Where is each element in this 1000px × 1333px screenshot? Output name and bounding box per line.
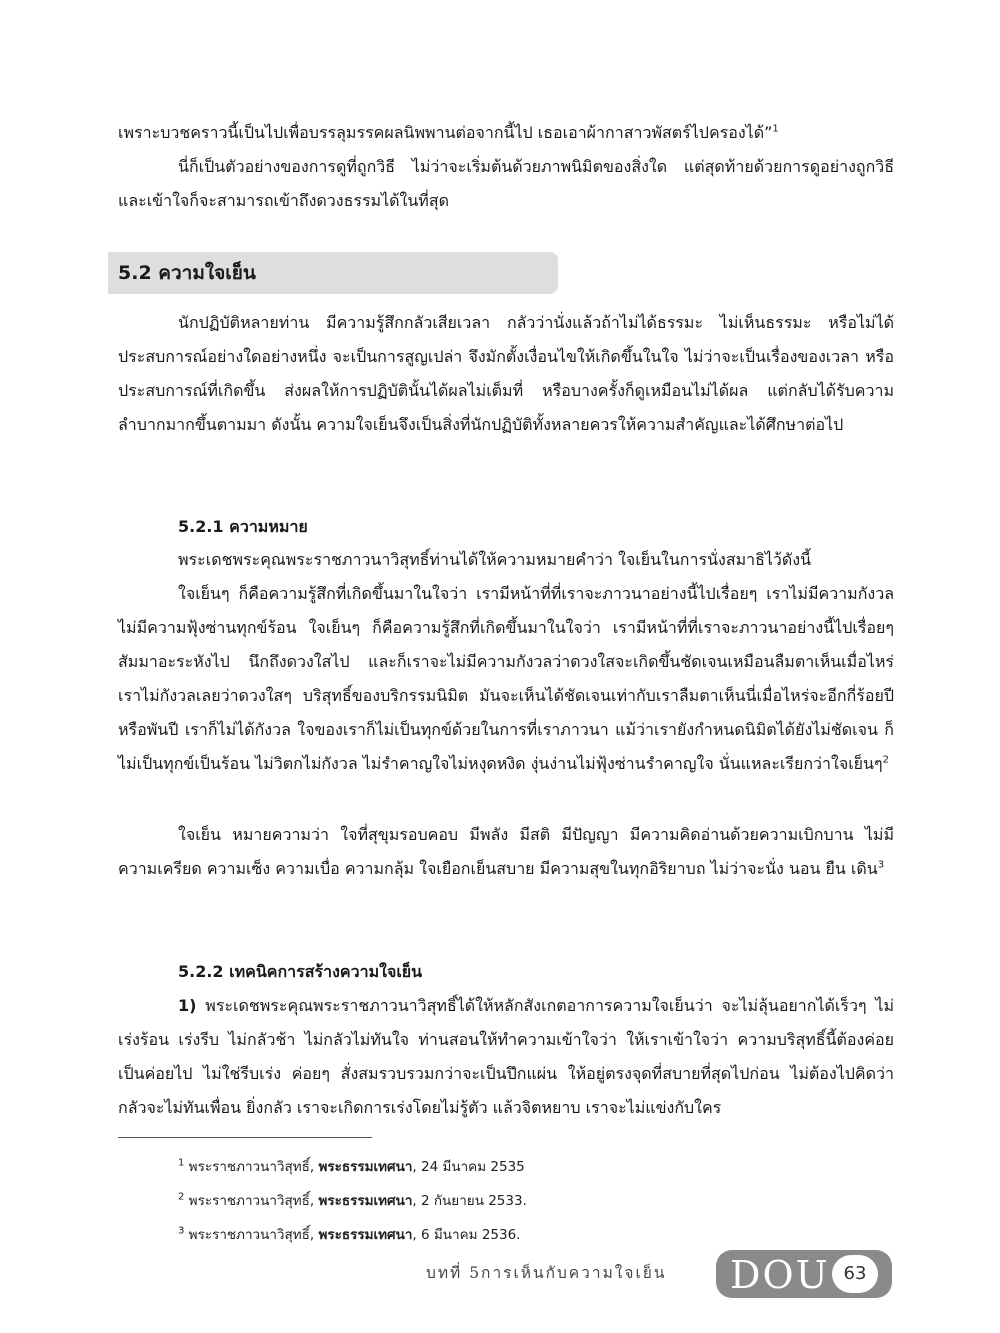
- footnote-3: $^3$ พระราชภาวนาวิสุทธิ์, พระธรรมเทศนา, 6 มีนาคม 2536.: [178, 1225, 521, 1243]
- intro-paragraph: นี่ก็เป็นตัวอย่างของการดูที่ถูกวิธี ไม่ว่าจะเริ่มต้นด้วยภาพนิมิตของสิ่งใด แต่สุดท้ายด้วยการดูอย่างถูกวิธีและเข้าใจก็จะสามารถเข้าถึงดวงธรรมได้ในที่สุด: [118, 157, 894, 210]
- footnote-ref-2: 2: [882, 754, 889, 766]
- section-title: 5.2 ความใจเย็น: [118, 262, 256, 284]
- intro-line: เพราะบวชคราวนี้เป็นไปเพื่อบรรลุมรรคผลนิพพานต่อจากนี้ไป เธอเอาผ้ากาสาวพัสตร์ไปครองได้”$^1$: [118, 123, 779, 142]
- subsection-title-meaning: 5.2.1 ความหมาย: [178, 517, 308, 536]
- subsection-title-technique: 5.2.2 เทคนิคการสร้างความใจเย็น: [178, 962, 423, 981]
- footnote-divider: [118, 1137, 372, 1138]
- meaning-paragraph-1: พระเดชพระคุณพระราชภาวนาวิสุทธิ์ท่านได้ให้ความหมายคำว่า ใจเย็นในการนั่งสมาธิไว้ดังนี้: [178, 550, 812, 569]
- footnote-1: $^1$ พระราชภาวนาวิสุทธิ์, พระธรรมเทศนา, 24 มีนาคม 2535: [178, 1157, 525, 1175]
- page-number: 63: [832, 1255, 878, 1293]
- meaning-paragraph-3: ใจเย็น หมายความว่า ใจที่สุขุมรอบคอบ มีพลัง มีสติ มีปัญญา มีความคิดอ่านด้วยความเบิกบาน ไม่มีความเครียด ความเซ็ง ความเบื่อ ความกลุ้ม ใจเยือกเย็นสบาย มีความสุขในทุกอิริยาบถ ไม่ว่าจะนั่ง นอน ยืน เดิน$^3$: [118, 825, 894, 878]
- section-paragraph: นักปฏิบัติหลายท่าน มีความรู้สึกกลัวเสียเวลา กลัวว่านั่งแล้วถ้าไม่ได้ธรรมะ ไม่เห็นธรรมะ หรือไม่ได้ประสบการณ์อย่างใดอย่างหนึ่ง จะเป็นการสูญเปล่า จึงมักตั้งเงื่อนไขให้เกิดขึ้นในใจ ไม่ว่าจะเป็นเรื่องของเวลา หรือประสบการณ์ที่เกิดขึ้น ส่งผลให้การปฏิบัตินั้นได้ผลไม่เต็มที่ หรือบางครั้งก็ดูเหมือนไม่ได้ผล แต่กลับได้รับความลำบากมากขึ้นตามมา ดังนั้น ความใจเย็นจึงเป็นสิ่งที่นักปฏิบัติทั้งหลายควรให้ความสำคัญและได้ศึกษาต่อไป: [118, 313, 894, 434]
- meaning-paragraph-2: ใจเย็นๆ ก็คือความรู้สึกที่เกิดขึ้นมาในใจว่า เรามีหน้าที่ที่เราจะภาวนาอย่างนี้ไปเรื่อยๆ เราไม่มีความกังวล ไม่มีความฟุ้งซ่านทุกข์ร้อน ใจเย็นๆ ก็คือความรู้สึกที่เกิดขึ้นมาในใจว่า เรามีหน้าที่ที่เราจะภาวนาอย่างนี้ไปเรื่อยๆ สัมมาอะระหังไป นึกถึงดวงใสไป และก็เราจะไม่มีความกังวลว่าดวงใสจะเกิดขึ้นชัดเจนเหมือนลืมตาเห็นเมื่อไหร่ เราไม่กังวลเลยว่าดวงใสๆ บริสุทธิ์ของบริกรรมนิมิต มันจะเห็นได้ชัดเจนเท่ากับเราลืมตาเห็นนี่เมื่อไหร่จะอีกกี่ร้อยปีหรือพันปี เราก็ไม่ได้กังวล ใจของเราก็ไม่เป็นทุกข์ด้วยในการที่เราภาวนา แม้ว่าเรายังกำหนดนิมิตได้ยังไม่ชัดเจน ก็ไม่เป็นทุกข์เป็นร้อน ไม่วิตกไม่กังวล ไม่รำคาญใจไม่หงุดหงิด งุ่นง่านไม่ฟุ้งซ่านรำคาญใจ นั่นแหละเรียกว่าใจเย็นๆ$^2$: [118, 584, 894, 773]
- footnote-ref-3: 3: [877, 859, 885, 871]
- technique-paragraph: 1) พระเดชพระคุณพระราชภาวนาวิสุทธิ์ได้ให้หลักสังเกตอาการความใจเย็นว่า จะไม่ลุ้นอยากได้เร็วๆ ไม่เร่งร้อน เร่งรีบ ไม่กลัวช้า ไม่กลัวไม่ทันใจ ท่านสอนให้ทำความเข้าใจว่า ให้เราเข้าใจว่า ความบริสุทธิ์นี้ต้องค่อยเป็นค่อยไป ไม่ใช่รีบเร่ง ค่อยๆ สั่งสมรวบรวมกว่าจะเป็นปึกแผ่น ให้อยู่ตรงจุดที่สบายที่สุดไปก่อน ไม่ต้องไปคิดว่า กลัวจะไม่ทันเพื่อน ยิ่งกลัว เราจะเกิดการเร่งโดยไม่รู้ตัว แล้วจิตหยาบ เราจะไม่แข่งกับใคร: [118, 996, 894, 1117]
- chapter-footer: บทที่ 5การเห็นกับความใจเย็น: [426, 1264, 667, 1282]
- item-number: 1): [178, 996, 197, 1015]
- dou-logo: DOU: [730, 1253, 830, 1297]
- footnote-ref-1: 1: [772, 123, 779, 135]
- footnote-2: $^2$ พระราชภาวนาวิสุทธิ์, พระธรรมเทศนา, 2 กันยายน 2533.: [178, 1191, 527, 1209]
